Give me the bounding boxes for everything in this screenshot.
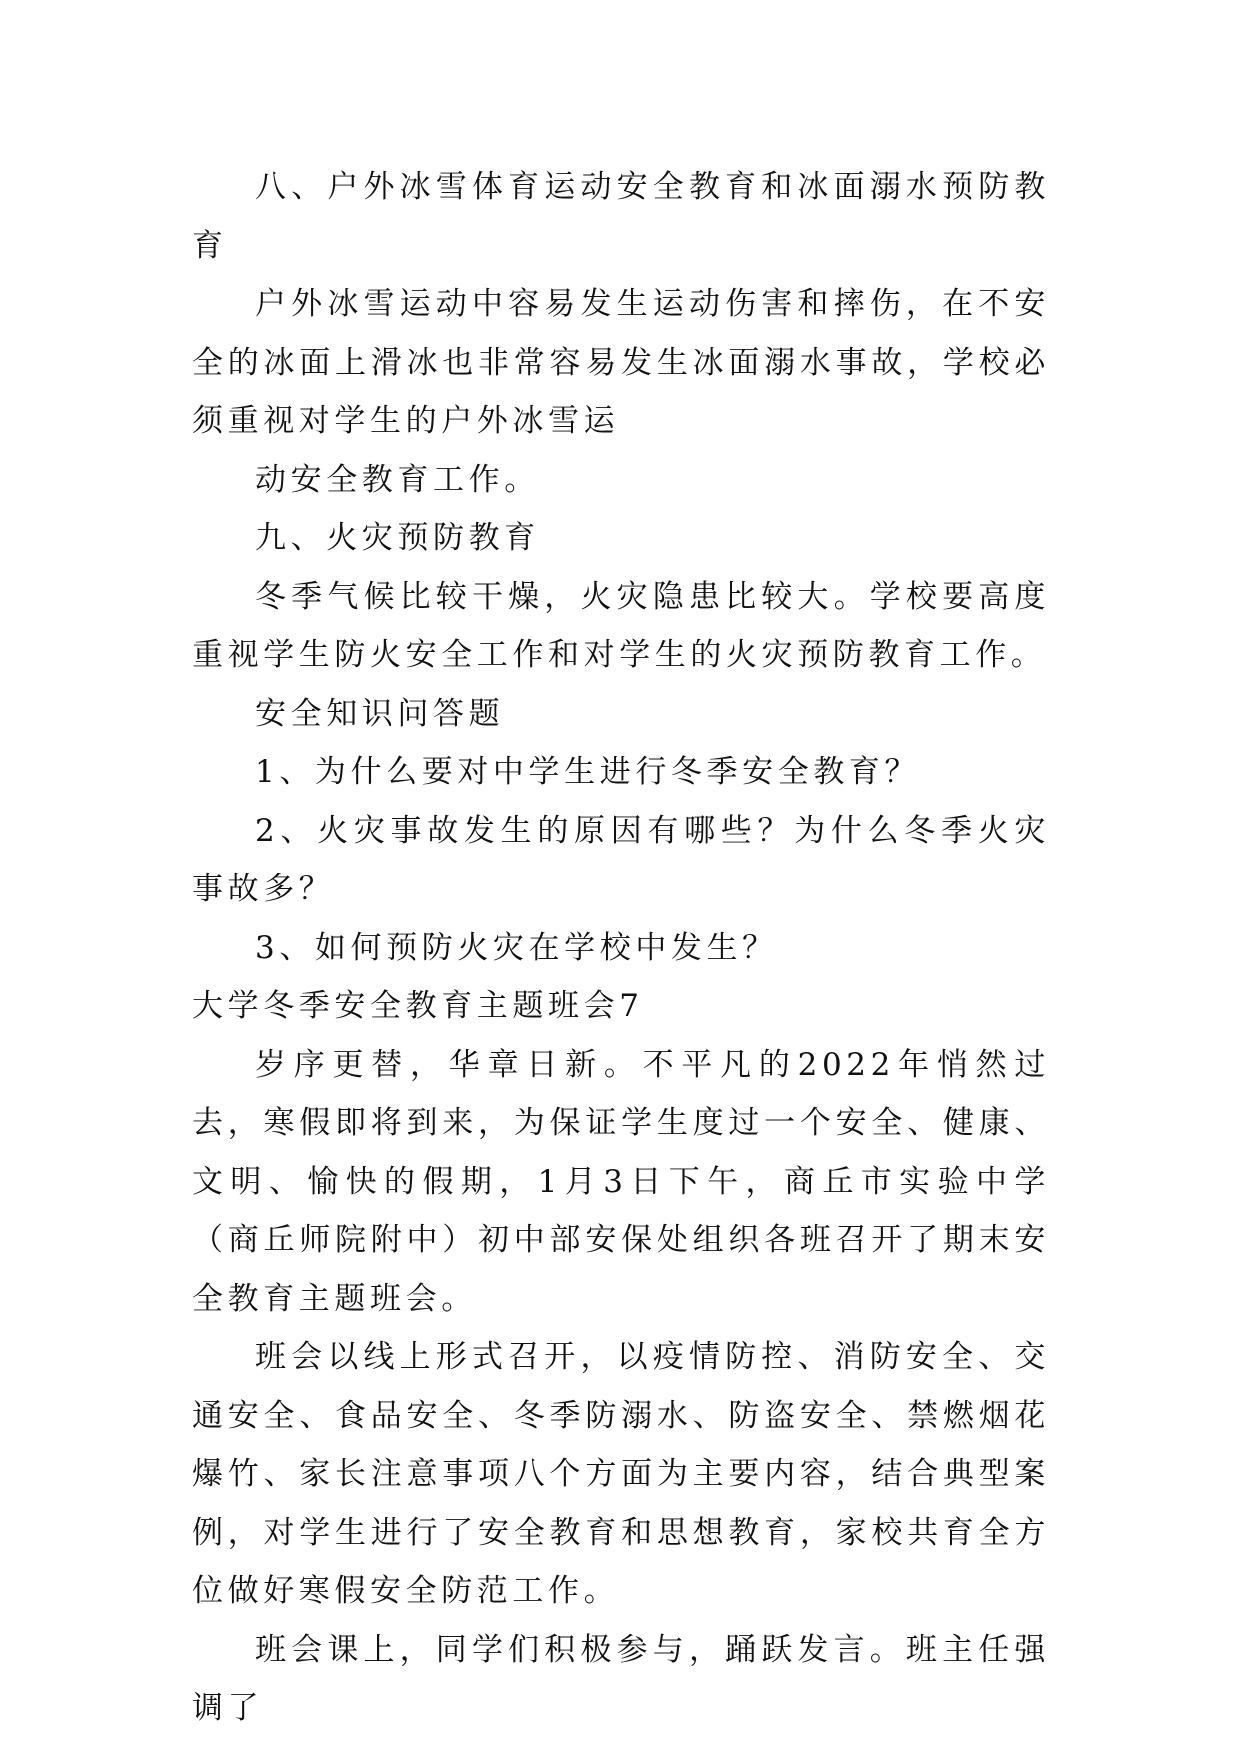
paragraph: 班会以线上形式召开，以疫情防控、消防安全、交通安全、食品安全、冬季防溺水、防盗安全、禁燃烟花爆竹、家长注意事项八个方面为主要内容，结合典型案例，对学生进行了安全教育和思想教育，家校共育全方位做好寒假安全防范工作。: [192, 1339, 1050, 1609]
quiz-question-2: 2、火灾事故发生的原因有哪些？为什么冬季火灾事故多？: [192, 812, 1050, 907]
quiz-question-1: 1、为什么要对中学生进行冬季安全教育？: [255, 754, 921, 790]
article-title: 大学冬季安全教育主题班会7: [192, 988, 644, 1024]
paragraph: 冬季气候比较干燥，火灾隐患比较大。学校要高度重视学生防火安全工作和对学生的火灾预防教育工作。: [192, 578, 1050, 673]
quiz-question-3: 3、如何预防火灾在学校中发生？: [255, 929, 778, 966]
document-body: [192, 158, 1050, 1738]
paragraph: 岁序更替，华章日新。不平凡的2022年悄然过去，寒假即将到来，为保证学生度过一个安全、健康、文明、愉快的假期，1月3日下午，商丘市实验中学（商丘师院附中）初中部安保处组织各班召开了期末安全教育主题班会。: [192, 1046, 1050, 1317]
paragraph: 户外冰雪运动中容易发生运动伤害和摔伤，在不安全的冰面上滑冰也非常容易发生冰面溺水事故，学校必须重视对学生的户外冰雪运: [192, 286, 1050, 439]
quiz-heading: 安全知识问答题: [255, 695, 505, 732]
paragraph: 班会课上，同学们积极参与，踊跃发言。班主任强调了: [192, 1631, 1050, 1726]
section-heading-8: 八、户外冰雪体育运动安全教育和冰面溺水预防教育: [192, 169, 1050, 264]
section-heading-9: 九、火灾预防教育: [255, 520, 540, 556]
paragraph: 动安全教育工作。: [255, 461, 540, 498]
